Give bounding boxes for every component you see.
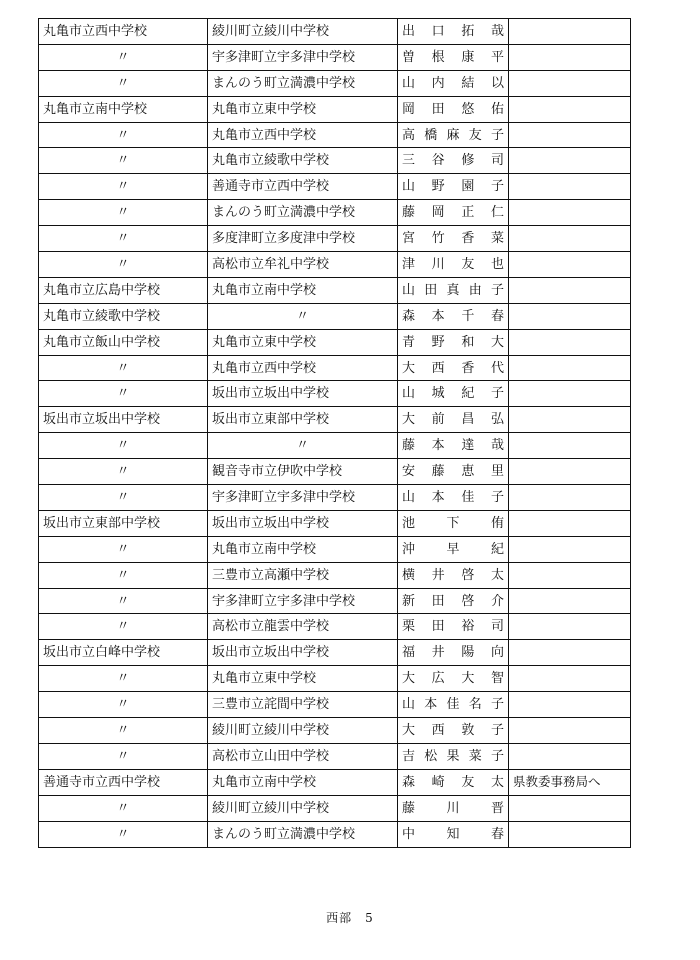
note-cell — [509, 252, 631, 278]
teacher-name-cell: 青野和大 — [398, 329, 509, 355]
to-school-cell: 宇多津町立宇多津中学校 — [208, 588, 398, 614]
from-school-cell: 〃 — [39, 562, 208, 588]
teacher-name-cell: 大広大智 — [398, 666, 509, 692]
to-school-cell: 綾川町立綾川中学校 — [208, 718, 398, 744]
to-school-cell: 丸亀市立西中学校 — [208, 355, 398, 381]
table-row — [39, 821, 631, 847]
note-cell — [509, 277, 631, 303]
to-school-cell: 高松市立牟礼中学校 — [208, 252, 398, 278]
from-school-cell: 〃 — [39, 200, 208, 226]
transfer-table-body — [39, 19, 631, 848]
from-school-cell: 〃 — [39, 795, 208, 821]
teacher-name-cell: 高橋麻友子 — [398, 122, 509, 148]
note-cell — [509, 19, 631, 45]
to-school-cell: 丸亀市立南中学校 — [208, 536, 398, 562]
teacher-name-cell: 山野園子 — [398, 174, 509, 200]
to-school-cell: 丸亀市立東中学校 — [208, 96, 398, 122]
from-school-cell: 〃 — [39, 381, 208, 407]
note-cell — [509, 485, 631, 511]
teacher-name-cell: 出口拓哉 — [398, 19, 509, 45]
to-school-cell: 丸亀市立南中学校 — [208, 769, 398, 795]
note-cell — [509, 614, 631, 640]
from-school-cell: 〃 — [39, 485, 208, 511]
note-cell: 県教委事務局へ — [509, 769, 631, 795]
table-row — [39, 200, 631, 226]
note-cell — [509, 96, 631, 122]
note-cell — [509, 355, 631, 381]
note-cell — [509, 459, 631, 485]
teacher-name-cell: 横井啓太 — [398, 562, 509, 588]
from-school-cell: 丸亀市立綾歌中学校 — [39, 303, 208, 329]
teacher-name-cell: 曽根康平 — [398, 44, 509, 70]
to-school-cell: 綾川町立綾川中学校 — [208, 19, 398, 45]
to-school-cell: 観音寺市立伊吹中学校 — [208, 459, 398, 485]
teacher-name-cell: 藤川晋 — [398, 795, 509, 821]
to-school-cell: 坂出市立坂出中学校 — [208, 640, 398, 666]
table-row — [39, 277, 631, 303]
note-cell — [509, 148, 631, 174]
teacher-name-cell: 大西敦子 — [398, 718, 509, 744]
note-cell — [509, 174, 631, 200]
to-school-cell: 高松市立龍雲中学校 — [208, 614, 398, 640]
from-school-cell: 〃 — [39, 459, 208, 485]
table-row — [39, 174, 631, 200]
from-school-cell: 〃 — [39, 666, 208, 692]
note-cell — [509, 381, 631, 407]
table-row — [39, 562, 631, 588]
to-school-cell: まんのう町立満濃中学校 — [208, 70, 398, 96]
to-school-cell: 高松市立山田中学校 — [208, 743, 398, 769]
note-cell — [509, 588, 631, 614]
from-school-cell: 〃 — [39, 355, 208, 381]
teacher-name-cell: 山本佳子 — [398, 485, 509, 511]
table-row — [39, 355, 631, 381]
table-row — [39, 226, 631, 252]
from-school-cell: 〃 — [39, 44, 208, 70]
from-school-cell: 〃 — [39, 718, 208, 744]
to-school-cell: 丸亀市立綾歌中学校 — [208, 148, 398, 174]
from-school-cell: 〃 — [39, 226, 208, 252]
note-cell — [509, 122, 631, 148]
from-school-cell: 〃 — [39, 70, 208, 96]
note-cell — [509, 718, 631, 744]
to-school-cell: 丸亀市立東中学校 — [208, 666, 398, 692]
note-cell — [509, 692, 631, 718]
page-footer: 西部 5 — [326, 911, 374, 925]
note-cell — [509, 329, 631, 355]
teacher-name-cell: 安藤恵里 — [398, 459, 509, 485]
from-school-cell: 丸亀市立飯山中学校 — [39, 329, 208, 355]
teacher-name-cell: 山田真由子 — [398, 277, 509, 303]
table-row — [39, 329, 631, 355]
teacher-name-cell: 栗田裕司 — [398, 614, 509, 640]
from-school-cell: 〃 — [39, 252, 208, 278]
teacher-name-cell: 大西香代 — [398, 355, 509, 381]
note-cell — [509, 666, 631, 692]
to-school-cell: 多度津町立多度津中学校 — [208, 226, 398, 252]
from-school-cell: 〃 — [39, 821, 208, 847]
teacher-name-cell: 山城紀子 — [398, 381, 509, 407]
to-school-cell: 丸亀市立東中学校 — [208, 329, 398, 355]
from-school-cell: 〃 — [39, 536, 208, 562]
from-school-cell: 坂出市立東部中学校 — [39, 510, 208, 536]
note-cell — [509, 795, 631, 821]
from-school-cell: 〃 — [39, 743, 208, 769]
to-school-cell: 綾川町立綾川中学校 — [208, 795, 398, 821]
from-school-cell: 坂出市立坂出中学校 — [39, 407, 208, 433]
teacher-name-cell: 山内結以 — [398, 70, 509, 96]
note-cell — [509, 536, 631, 562]
note-cell — [509, 303, 631, 329]
to-school-cell: 坂出市立東部中学校 — [208, 407, 398, 433]
note-cell — [509, 510, 631, 536]
to-school-cell: まんのう町立満濃中学校 — [208, 200, 398, 226]
table-row — [39, 459, 631, 485]
table-row — [39, 718, 631, 744]
teacher-name-cell: 中知春 — [398, 821, 509, 847]
from-school-cell: 坂出市立白峰中学校 — [39, 640, 208, 666]
transfer-table — [38, 18, 631, 848]
table-row — [39, 795, 631, 821]
from-school-cell: 〃 — [39, 148, 208, 174]
from-school-cell: 〃 — [39, 433, 208, 459]
table-row — [39, 640, 631, 666]
note-cell — [509, 433, 631, 459]
to-school-cell: 善通寺市立西中学校 — [208, 174, 398, 200]
table-row — [39, 666, 631, 692]
table-row — [39, 96, 631, 122]
to-school-cell: 三豊市立高瀬中学校 — [208, 562, 398, 588]
teacher-name-cell: 宮竹香菜 — [398, 226, 509, 252]
table-row — [39, 743, 631, 769]
note-cell — [509, 44, 631, 70]
teacher-name-cell: 新田啓介 — [398, 588, 509, 614]
from-school-cell: 〃 — [39, 122, 208, 148]
from-school-cell: 丸亀市立南中学校 — [39, 96, 208, 122]
table-row — [39, 44, 631, 70]
from-school-cell: 丸亀市立広島中学校 — [39, 277, 208, 303]
teacher-name-cell: 福井陽向 — [398, 640, 509, 666]
teacher-name-cell: 沖早紀 — [398, 536, 509, 562]
table-row — [39, 433, 631, 459]
to-school-cell: まんのう町立満濃中学校 — [208, 821, 398, 847]
table-row — [39, 19, 631, 45]
table-row — [39, 381, 631, 407]
table-row — [39, 252, 631, 278]
to-school-cell: 宇多津町立宇多津中学校 — [208, 44, 398, 70]
table-row — [39, 70, 631, 96]
note-cell — [509, 226, 631, 252]
table-row — [39, 303, 631, 329]
teacher-name-cell: 山本佳名子 — [398, 692, 509, 718]
table-row — [39, 510, 631, 536]
note-cell — [509, 743, 631, 769]
to-school-cell: 丸亀市立西中学校 — [208, 122, 398, 148]
to-school-cell: 坂出市立坂出中学校 — [208, 381, 398, 407]
to-school-cell: 〃 — [208, 433, 398, 459]
to-school-cell: 丸亀市立南中学校 — [208, 277, 398, 303]
to-school-cell: 〃 — [208, 303, 398, 329]
table-row — [39, 536, 631, 562]
table-row — [39, 122, 631, 148]
to-school-cell: 三豊市立詫間中学校 — [208, 692, 398, 718]
teacher-name-cell: 吉松果菜子 — [398, 743, 509, 769]
teacher-name-cell: 森本千春 — [398, 303, 509, 329]
from-school-cell: 〃 — [39, 614, 208, 640]
to-school-cell: 宇多津町立宇多津中学校 — [208, 485, 398, 511]
note-cell — [509, 200, 631, 226]
note-cell — [509, 562, 631, 588]
table-row — [39, 148, 631, 174]
table-row — [39, 485, 631, 511]
from-school-cell: 丸亀市立西中学校 — [39, 19, 208, 45]
note-cell — [509, 70, 631, 96]
teacher-name-cell: 岡田悠佑 — [398, 96, 509, 122]
note-cell — [509, 407, 631, 433]
from-school-cell: 善通寺市立西中学校 — [39, 769, 208, 795]
table-row — [39, 407, 631, 433]
teacher-name-cell: 津川友也 — [398, 252, 509, 278]
teacher-name-cell: 大前昌弘 — [398, 407, 509, 433]
table-row — [39, 614, 631, 640]
teacher-name-cell: 三谷修司 — [398, 148, 509, 174]
from-school-cell: 〃 — [39, 692, 208, 718]
teacher-name-cell: 藤岡正仁 — [398, 200, 509, 226]
note-cell — [509, 821, 631, 847]
table-row — [39, 692, 631, 718]
teacher-name-cell: 森崎友太 — [398, 769, 509, 795]
table-row — [39, 588, 631, 614]
table-row — [39, 769, 631, 795]
to-school-cell: 坂出市立坂出中学校 — [208, 510, 398, 536]
note-cell — [509, 640, 631, 666]
from-school-cell: 〃 — [39, 174, 208, 200]
from-school-cell: 〃 — [39, 588, 208, 614]
teacher-name-cell: 池下侑 — [398, 510, 509, 536]
teacher-name-cell: 藤本達哉 — [398, 433, 509, 459]
